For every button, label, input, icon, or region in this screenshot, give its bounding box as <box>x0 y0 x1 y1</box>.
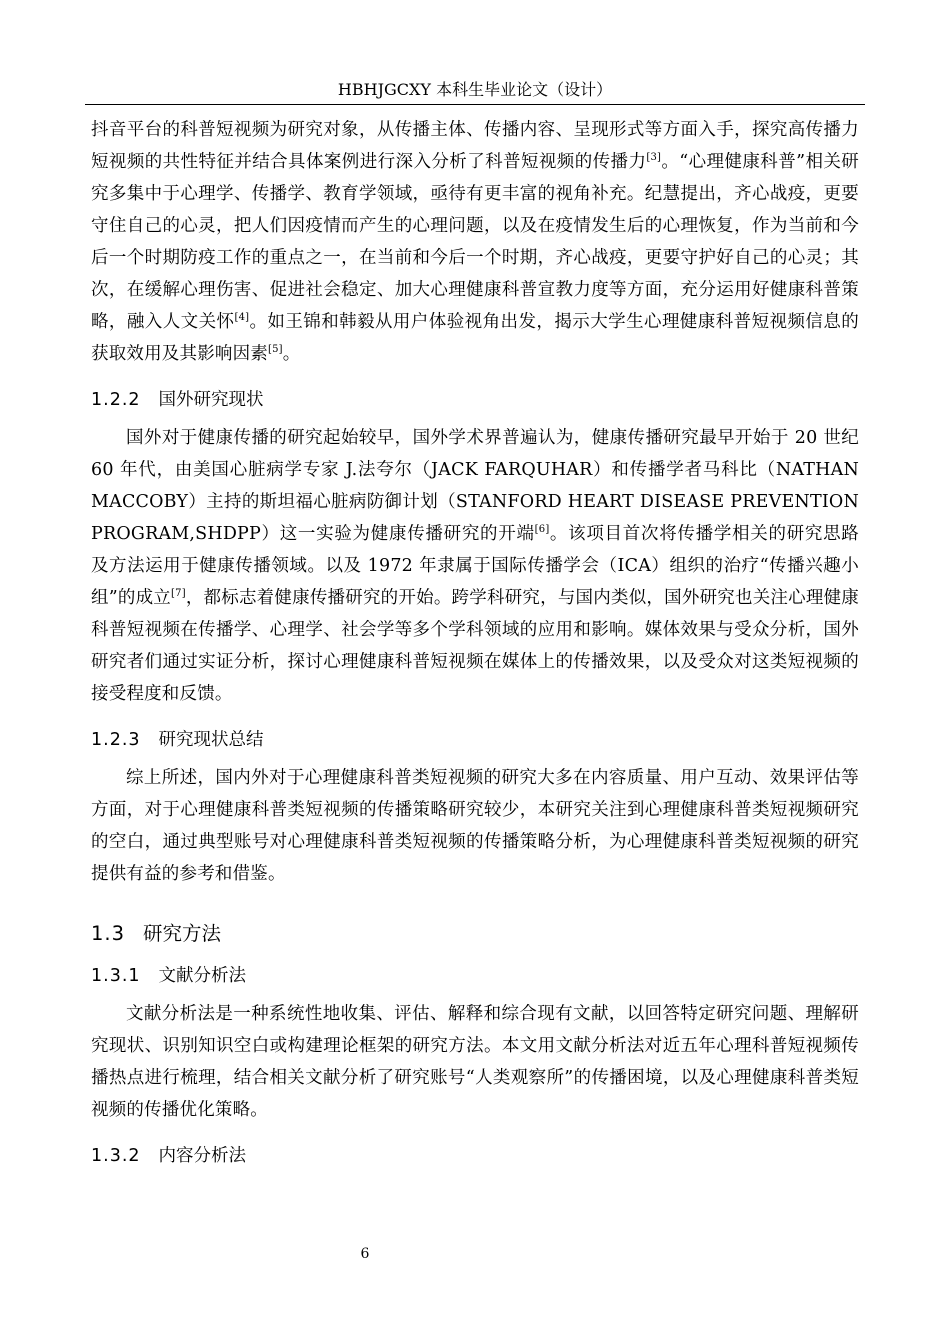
page-number: 6 <box>360 1246 370 1262</box>
header-rule <box>85 104 865 105</box>
page-header: HBHJGCXY 本科生毕业论文（设计） <box>337 80 613 99</box>
citation-ref: [3] <box>646 152 662 163</box>
section-heading-1-2-3: 1.2.3 研究现状总结 <box>91 730 264 750</box>
paragraph-domestic-research-continued: 抖音平台的科普短视频为研究对象，从传播主体、传播内容、呈现形式等方面入手，探究高传播力短视频的共性特征并结合具体案例进行深入分析了科普短视频的传播力[3]。“心理健康科普”相关研究多集中于心理学、传播学、教育学领域，亟待有更丰富的视角补充。纪慧提出，齐心战疫，更要守住自己的心灵，把人们因疫情而产生的心理问题，以及在疫情发生后的心理恢复，作为当前和今后一个时期防疫工作的重点之一，在当前和今后一个时期，齐心战疫，更要守护好自己的心灵；其次，在缓解心理伤害、促进社会稳定、加大心理健康科普宣教力度等方面，充分运用好健康科普策略，融入人文关怀[4]。如王锦和韩毅从用户体验视角出发，揭示大学生心理健康科普短视频信息的获取效用及其影响因素[5]。 <box>91 120 859 364</box>
page-body <box>91 114 859 1178</box>
citation-ref: [6] <box>534 524 550 535</box>
citation-ref: [5] <box>268 344 283 355</box>
citation-ref: [7] <box>171 588 186 599</box>
citation-ref: [4] <box>234 312 250 323</box>
section-heading-1-3: 1.3 研究方法 <box>91 922 222 945</box>
section-heading-1-2-2: 1.2.2 国外研究现状 <box>91 390 264 410</box>
section-heading-1-3-1: 1.3.1 文献分析法 <box>91 966 247 986</box>
section-heading-1-3-2: 1.3.2 内容分析法 <box>91 1146 247 1166</box>
paragraph-literature-analysis: 文献分析法是一种系统性地收集、评估、解释和综合现有文献，以回答特定研究问题、理解研究现状、识别知识空白或构建理论框架的研究方法。本文用文献分析法对近五年心理科普短视频传播热点进行梳理，结合相关文献分析了研究账号“人类观察所”的传播困境，以及心理健康科普类短视频的传播优化策略。 <box>91 1004 859 1120</box>
paragraph-foreign-research: 国外对于健康传播的研究起始较早，国外学术界普遍认为，健康传播研究最早开始于 20 世纪 60 年代，由美国心脏病学专家 J.法夸尔（JACK FARQUHAR）和传播学者马科比（NATHAN MACCOBY）主持的斯坦福心脏病防御计划（STANFORD HEART DISEASE PREVENTION PROGRAM,SHDPP）这一实验为健康传播研究的开端[6]。该项目首次将传播学相关的研究思路及方法运用于健康传播领域。以及 1972 年隶属于国际传播学会（ICA）组织的治疗“传播兴趣小组”的成立[7]，都标志着健康传播研究的开始。跨学科研究，与国内类似，国外研究也关注心理健康科普短视频在传播学、心理学、社会学等多个学科领域的应用和影响。媒体效果与受众分析，国外研究者们通过实证分析，探讨心理健康科普短视频在媒体上的传播效果，以及受众对这类短视频的接受程度和反馈。 <box>91 428 859 704</box>
paragraph-research-summary: 综上所述，国内外对于心理健康科普类短视频的研究大多在内容质量、用户互动、效果评估等方面，对于心理健康科普类短视频的传播策略研究较少，本研究关注到心理健康科普类短视频研究的空白，通过典型账号对心理健康科普类短视频的传播策略分析，为心理健康科普类短视频的研究提供有益的参考和借鉴。 <box>91 768 859 884</box>
